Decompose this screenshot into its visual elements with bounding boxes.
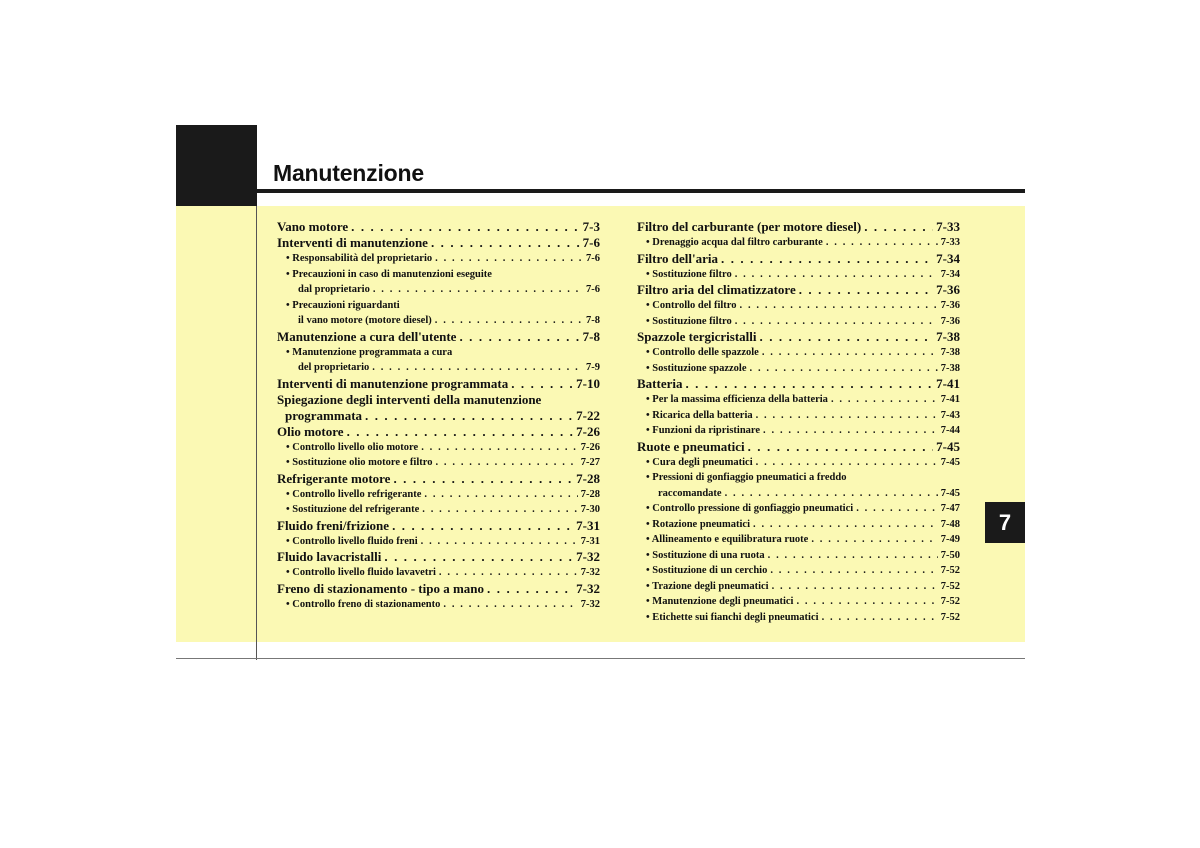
dot-leader <box>831 392 938 408</box>
toc-entry-text: Freno di stazionamento - tipo a mano <box>277 580 485 596</box>
toc-entry-page: 7-48 <box>940 518 960 530</box>
toc-entry-page: 7-50 <box>940 549 960 561</box>
toc-entry-text: Manutenzione a cura dell'utente <box>277 328 457 344</box>
toc-entry[interactable] <box>277 235 600 251</box>
toc-entry-text: Fluido freni/frizione <box>277 517 390 533</box>
dot-leader <box>725 486 938 502</box>
toc-entry[interactable] <box>637 470 960 486</box>
toc-entry-text: • Sostituzione del refrigerante <box>286 504 420 515</box>
toc-entry-text: • Sostituzione filtro <box>646 315 732 327</box>
toc-column-left <box>277 219 600 612</box>
toc-entry[interactable] <box>277 581 600 597</box>
dot-leader <box>511 376 573 392</box>
toc-entry-page: 7-47 <box>940 503 960 514</box>
dot-leader <box>431 235 580 251</box>
toc-entry-text: • Controllo livello olio motore <box>286 441 419 453</box>
toc-entry-text: Interventi di manutenzione <box>277 235 428 250</box>
toc-entry-page: 7-9 <box>586 362 600 373</box>
toc-entry[interactable] <box>637 548 960 564</box>
toc-entry-page: 7-38 <box>936 329 960 344</box>
toc-entry-text: Spazzole tergicristalli <box>637 329 757 344</box>
toc-entry[interactable] <box>277 251 600 267</box>
toc-entry-page: 7-36 <box>936 282 960 297</box>
toc-entry[interactable] <box>637 329 960 345</box>
toc-entry-page: 7-49 <box>940 534 960 545</box>
toc-entry[interactable] <box>277 549 600 565</box>
dot-leader <box>721 251 933 267</box>
toc-entry-page: 7-45 <box>936 438 960 454</box>
toc-entry-text: • Controllo freno di stazionamento <box>286 598 441 610</box>
dot-leader <box>750 361 938 377</box>
toc-entry-page: 7-38 <box>940 347 960 358</box>
toc-entry-text: • Ricarica della batteria <box>646 409 753 421</box>
toc-entry-text: • Per la massima efficienza della batteria <box>646 394 828 405</box>
toc-entry-text: • Precauzioni in caso di manutenzioni eseguite <box>286 268 492 280</box>
toc-entry[interactable] <box>637 267 960 283</box>
toc-entry[interactable] <box>277 518 600 534</box>
toc-entry-page: 7-52 <box>940 596 960 607</box>
toc-entry-page: 7-10 <box>576 375 600 391</box>
dot-leader <box>772 579 938 595</box>
toc-entry-text: • Funzioni da ripristinare <box>646 425 761 436</box>
title-underline <box>257 189 1025 193</box>
toc-entry-page: 7-8 <box>582 328 600 344</box>
toc-entry-text: raccomandate <box>658 487 722 499</box>
toc-entry-text: Filtro aria del climatizzatore <box>637 282 796 297</box>
toc-entry-text: programmata <box>285 407 363 423</box>
toc-entry-text: • Controllo livello fluido freni <box>286 535 418 547</box>
toc-entry-text: • Sostituzione di un cerchio <box>646 565 768 576</box>
toc-entry-page: 7-36 <box>940 315 960 327</box>
toc-entry-page: 7-3 <box>582 219 600 234</box>
toc-entry-text: Refrigerante motore <box>277 470 391 486</box>
toc-entry-page: 7-38 <box>940 362 960 374</box>
toc-entry-page: 7-8 <box>586 315 600 326</box>
toc-entry-text: Spiegazione degli interventi della manutenzione <box>277 391 542 407</box>
toc-entry-text: il vano motore (motore diesel) <box>298 315 432 326</box>
toc-entry-page: 7-26 <box>580 441 600 453</box>
toc-entry[interactable] <box>637 439 960 455</box>
toc-entry-page: 7-30 <box>580 504 600 515</box>
toc-entry-page: 7-36 <box>940 300 960 311</box>
toc-entry-text: Filtro dell'aria <box>637 250 718 266</box>
toc-entry-text: • Controllo livello refrigerante <box>286 488 422 500</box>
toc-entry[interactable] <box>637 392 960 408</box>
dot-leader <box>864 219 933 235</box>
dot-leader <box>487 581 573 597</box>
toc-entry[interactable] <box>637 579 960 595</box>
toc-entry[interactable] <box>277 329 600 345</box>
toc-entry[interactable] <box>277 455 600 471</box>
toc-entry-text: Batteria <box>637 376 683 391</box>
toc-entry-page: 7-6 <box>586 284 600 295</box>
dot-leader <box>392 518 573 534</box>
page-title: Manutenzione <box>273 160 424 186</box>
toc-entry[interactable] <box>637 610 960 626</box>
dot-leader <box>768 548 938 564</box>
toc-entry-text: Ruote e pneumatici <box>637 438 745 454</box>
toc-entry-page: 7-32 <box>576 580 600 596</box>
toc-entry[interactable] <box>277 313 600 329</box>
toc-entry[interactable] <box>277 376 600 392</box>
toc-entry-text: • Controllo delle spazzole <box>646 347 759 358</box>
toc-entry[interactable] <box>637 282 960 298</box>
dot-leader <box>856 501 938 517</box>
toc-entry[interactable] <box>637 501 960 517</box>
toc-entry-text: del proprietario <box>298 362 370 373</box>
toc-entry-text: Olio motore <box>277 423 344 439</box>
toc-entry-page: 7-43 <box>940 409 960 421</box>
toc-entry[interactable] <box>637 251 960 267</box>
toc-entry[interactable] <box>277 282 600 298</box>
toc-entry[interactable] <box>637 517 960 533</box>
toc-entry-text: Interventi di manutenzione programmata <box>277 375 509 391</box>
toc-entry-text: • Rotazione pneumatici <box>646 518 751 530</box>
toc-entry-text: dal proprietario <box>298 284 370 295</box>
toc-entry[interactable] <box>277 471 600 487</box>
toc-entry-page: 7-41 <box>940 394 960 405</box>
toc-entry-page: 7-44 <box>940 425 960 436</box>
toc-entry[interactable] <box>277 565 600 581</box>
toc-entry-page: 7-52 <box>940 565 960 576</box>
toc-entry[interactable] <box>277 502 600 518</box>
toc-entry-text: • Controllo livello fluido lavavetri <box>286 567 436 578</box>
toc-entry-text: • Trazione degli pneumatici <box>646 580 769 592</box>
toc-entry[interactable] <box>637 235 960 251</box>
toc-entry[interactable] <box>277 487 600 503</box>
toc-entry-page: 7-33 <box>936 219 960 234</box>
dot-leader <box>735 267 938 283</box>
toc-entry-text: • Manutenzione degli pneumatici <box>646 596 794 607</box>
toc-entry-text: • Controllo del filtro <box>646 300 737 311</box>
toc-entry-page: 7-34 <box>940 268 960 280</box>
toc-entry-page: 7-6 <box>586 253 600 264</box>
toc-entry[interactable] <box>277 534 600 550</box>
toc-panel-margin <box>176 206 256 642</box>
toc-entry-text: • Responsabilità del proprietario <box>286 253 433 264</box>
dot-leader <box>347 424 574 440</box>
dot-leader <box>372 360 583 376</box>
toc-entry[interactable] <box>637 376 960 392</box>
dot-leader <box>763 423 938 439</box>
toc-entry[interactable] <box>277 219 600 235</box>
toc-entry-text: • Allineamento e equilibratura ruote <box>646 534 809 545</box>
dot-leader <box>760 329 934 345</box>
toc-entry[interactable] <box>277 440 600 456</box>
toc-entry[interactable] <box>637 219 960 235</box>
dot-leader <box>393 471 573 487</box>
toc-entry-text: • Controllo pressione di gonfiaggio pneumatici <box>646 503 854 514</box>
toc-entry[interactable] <box>637 532 960 548</box>
dot-leader <box>422 502 578 518</box>
toc-entry-page: 7-32 <box>576 549 600 564</box>
dot-leader <box>459 329 579 345</box>
dot-leader <box>756 408 938 424</box>
dot-leader <box>435 251 583 267</box>
dot-leader <box>435 313 583 329</box>
toc-entry-text: Fluido lavacristalli <box>277 549 382 564</box>
toc-entry[interactable] <box>277 424 600 440</box>
toc-entry[interactable] <box>277 597 600 613</box>
dot-leader <box>796 594 937 610</box>
dot-leader <box>421 440 578 456</box>
dot-leader <box>740 298 938 314</box>
toc-entry-page: 7-41 <box>936 376 960 391</box>
toc-entry-page: 7-32 <box>580 567 600 578</box>
chapter-header-block <box>176 125 257 206</box>
toc-entry[interactable] <box>277 360 600 376</box>
toc-entry-text: • Cura degli pneumatici <box>646 456 753 468</box>
dot-leader <box>439 565 578 581</box>
toc-entry-text: • Sostituzione di una ruota <box>646 549 765 561</box>
dot-leader <box>685 376 933 392</box>
bottom-rule <box>176 658 1025 659</box>
toc-entry-text: Filtro del carburante (per motore diesel) <box>637 219 862 234</box>
toc-entry[interactable] <box>637 345 960 361</box>
dot-leader <box>351 219 580 235</box>
dot-leader <box>756 455 938 471</box>
toc-entry-page: 7-31 <box>576 517 600 533</box>
dot-leader <box>799 282 933 298</box>
toc-entry-page: 7-28 <box>580 488 600 500</box>
dot-leader <box>826 235 938 251</box>
toc-entry-text: • Sostituzione filtro <box>646 268 732 280</box>
toc-entry[interactable] <box>637 563 960 579</box>
toc-entry-text: Vano motore <box>277 219 349 234</box>
toc-entry-page: 7-33 <box>940 237 960 248</box>
toc-entry-page: 7-34 <box>936 250 960 266</box>
dot-leader <box>735 314 938 330</box>
toc-entry[interactable] <box>277 267 600 283</box>
toc-entry[interactable] <box>637 361 960 377</box>
toc-entry-text: • Pressioni di gonfiaggio pneumatici a freddo <box>646 472 847 483</box>
toc-column-right <box>637 219 960 625</box>
dot-leader <box>748 439 934 455</box>
dot-leader <box>384 549 573 565</box>
toc-entry-page: 7-45 <box>940 487 960 499</box>
toc-entry-page: 7-52 <box>940 580 960 592</box>
toc-entry-text: • Sostituzione spazzole <box>646 362 747 374</box>
toc-entry-page: 7-26 <box>576 423 600 439</box>
toc-entry-page: 7-31 <box>580 535 600 547</box>
toc-entry[interactable] <box>637 314 960 330</box>
toc-entry[interactable] <box>637 298 960 314</box>
toc-entry[interactable] <box>637 455 960 471</box>
toc-entry-text: • Sostituzione olio motore e filtro <box>286 457 433 468</box>
dot-leader <box>811 532 937 548</box>
dot-leader <box>753 517 938 533</box>
toc-entry[interactable] <box>277 408 600 424</box>
dot-leader <box>443 597 577 613</box>
dot-leader <box>424 487 577 503</box>
dot-leader <box>822 610 938 626</box>
dot-leader <box>770 563 937 579</box>
toc-entry-page: 7-32 <box>580 598 600 610</box>
toc-entry[interactable] <box>637 408 960 424</box>
dot-leader <box>365 408 573 424</box>
dot-leader <box>435 455 577 471</box>
toc-entry[interactable] <box>277 392 600 408</box>
chapter-number-tab[interactable]: 7 <box>985 502 1025 543</box>
toc-entry-page: 7-22 <box>576 407 600 423</box>
toc-entry[interactable] <box>277 345 600 361</box>
toc-entry-page: 7-28 <box>576 470 600 486</box>
toc-entry-text: • Etichette sui fianchi degli pneumatici <box>646 611 819 623</box>
toc-entry-page: 7-27 <box>580 457 600 468</box>
toc-entry[interactable] <box>637 423 960 439</box>
toc-entry-page: 7-52 <box>940 611 960 623</box>
toc-entry[interactable] <box>637 486 960 502</box>
toc-entry-text: • Manutenzione programmata a cura <box>286 346 453 358</box>
toc-entry[interactable] <box>637 594 960 610</box>
dot-leader <box>762 345 938 361</box>
toc-entry-page: 7-6 <box>582 235 600 250</box>
dot-leader <box>373 282 583 298</box>
toc-entry-text: • Precauzioni riguardanti <box>286 299 400 311</box>
toc-entry-text: • Drenaggio acqua dal filtro carburante <box>646 237 823 248</box>
dot-leader <box>421 534 578 550</box>
toc-entry[interactable] <box>277 298 600 314</box>
toc-entry-page: 7-45 <box>940 456 960 468</box>
